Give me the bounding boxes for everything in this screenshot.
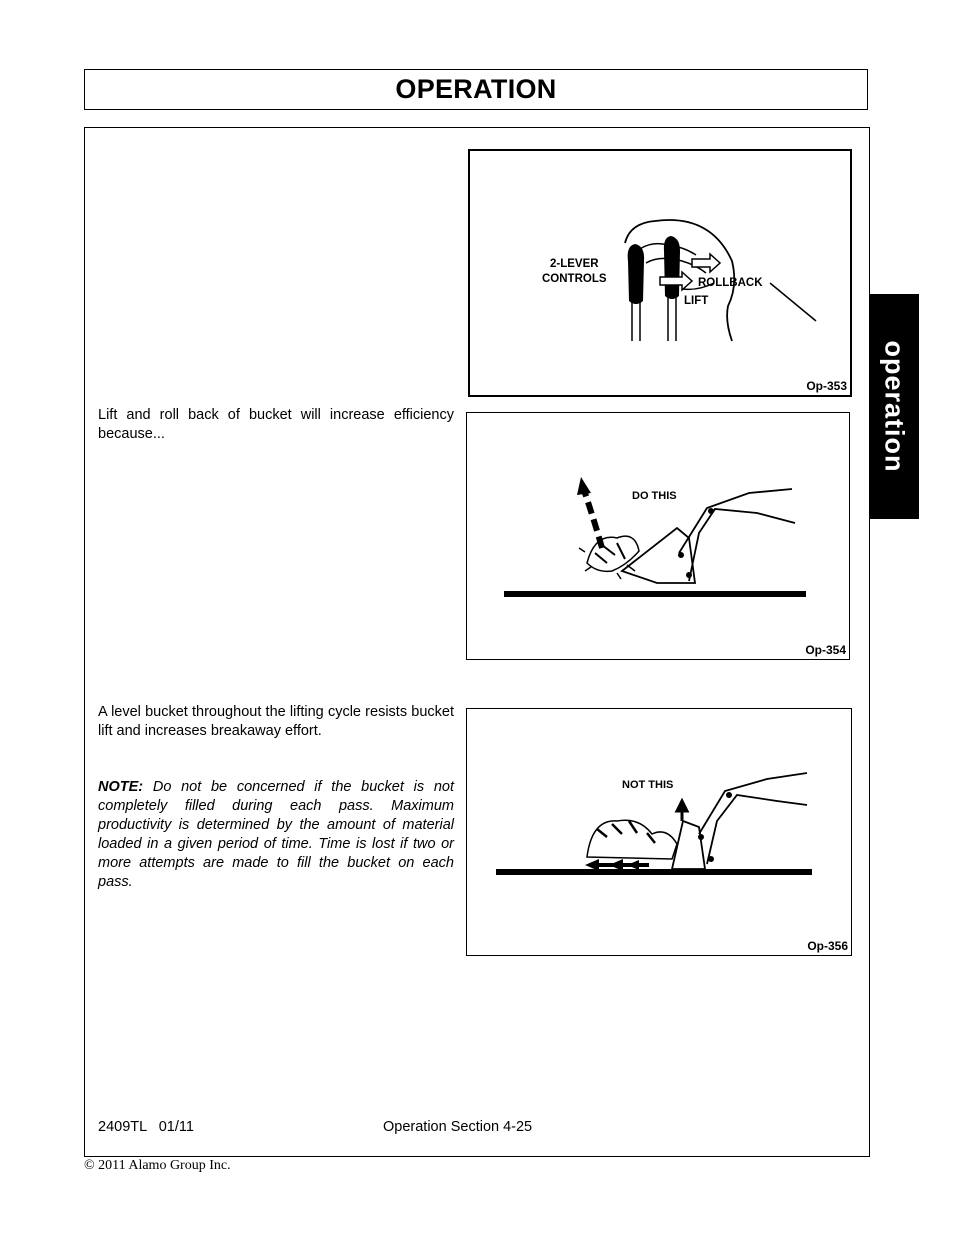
note-text: Do not be concerned if the bucket is not completely filled during each pass. Maximum productivity is determined by the amount of material loaded in a given period of time. Time is lost if two or more attempts are made to fill the bucket on each pass. <box>98 779 454 890</box>
figure-id-label: Op-356 <box>807 939 848 953</box>
note-label: NOTE: <box>98 779 144 795</box>
footer-model-date: 2409TL 01/11 <box>98 1119 194 1135</box>
paragraph-lift-rollback: Lift and roll back of bucket will increase efficiency because... <box>98 407 454 442</box>
caption-not-this: NOT THIS <box>622 779 674 791</box>
paragraph-level-bucket: A level bucket throughout the lifting cycle resists bucket lift and increases breakaway effort. <box>98 704 454 739</box>
callout-controls: CONTROLS <box>542 273 607 285</box>
figure-id-label: Op-353 <box>806 379 847 393</box>
callout-2-lever: 2-LEVER <box>550 258 599 270</box>
page-title: OPERATION <box>395 74 557 104</box>
figure-op-353 <box>468 149 852 397</box>
page-header <box>84 69 868 110</box>
lever-controls-illustration <box>470 151 850 395</box>
do-this-illustration <box>467 413 849 659</box>
figure-id-label: Op-354 <box>805 643 846 657</box>
copyright-notice: © 2011 Alamo Group Inc. <box>84 1158 231 1173</box>
section-side-tab <box>869 294 919 519</box>
figure-op-356 <box>466 708 852 956</box>
footer-section-page: Operation Section 4-25 <box>383 1119 533 1135</box>
caption-do-this: DO THIS <box>632 490 677 502</box>
not-this-illustration <box>467 709 851 955</box>
callout-rollback: ROLLBACK <box>698 277 763 289</box>
figure-op-354 <box>466 412 850 660</box>
note-paragraph <box>98 778 454 892</box>
side-tab-label: operation <box>879 340 910 473</box>
callout-lift: LIFT <box>684 295 709 307</box>
